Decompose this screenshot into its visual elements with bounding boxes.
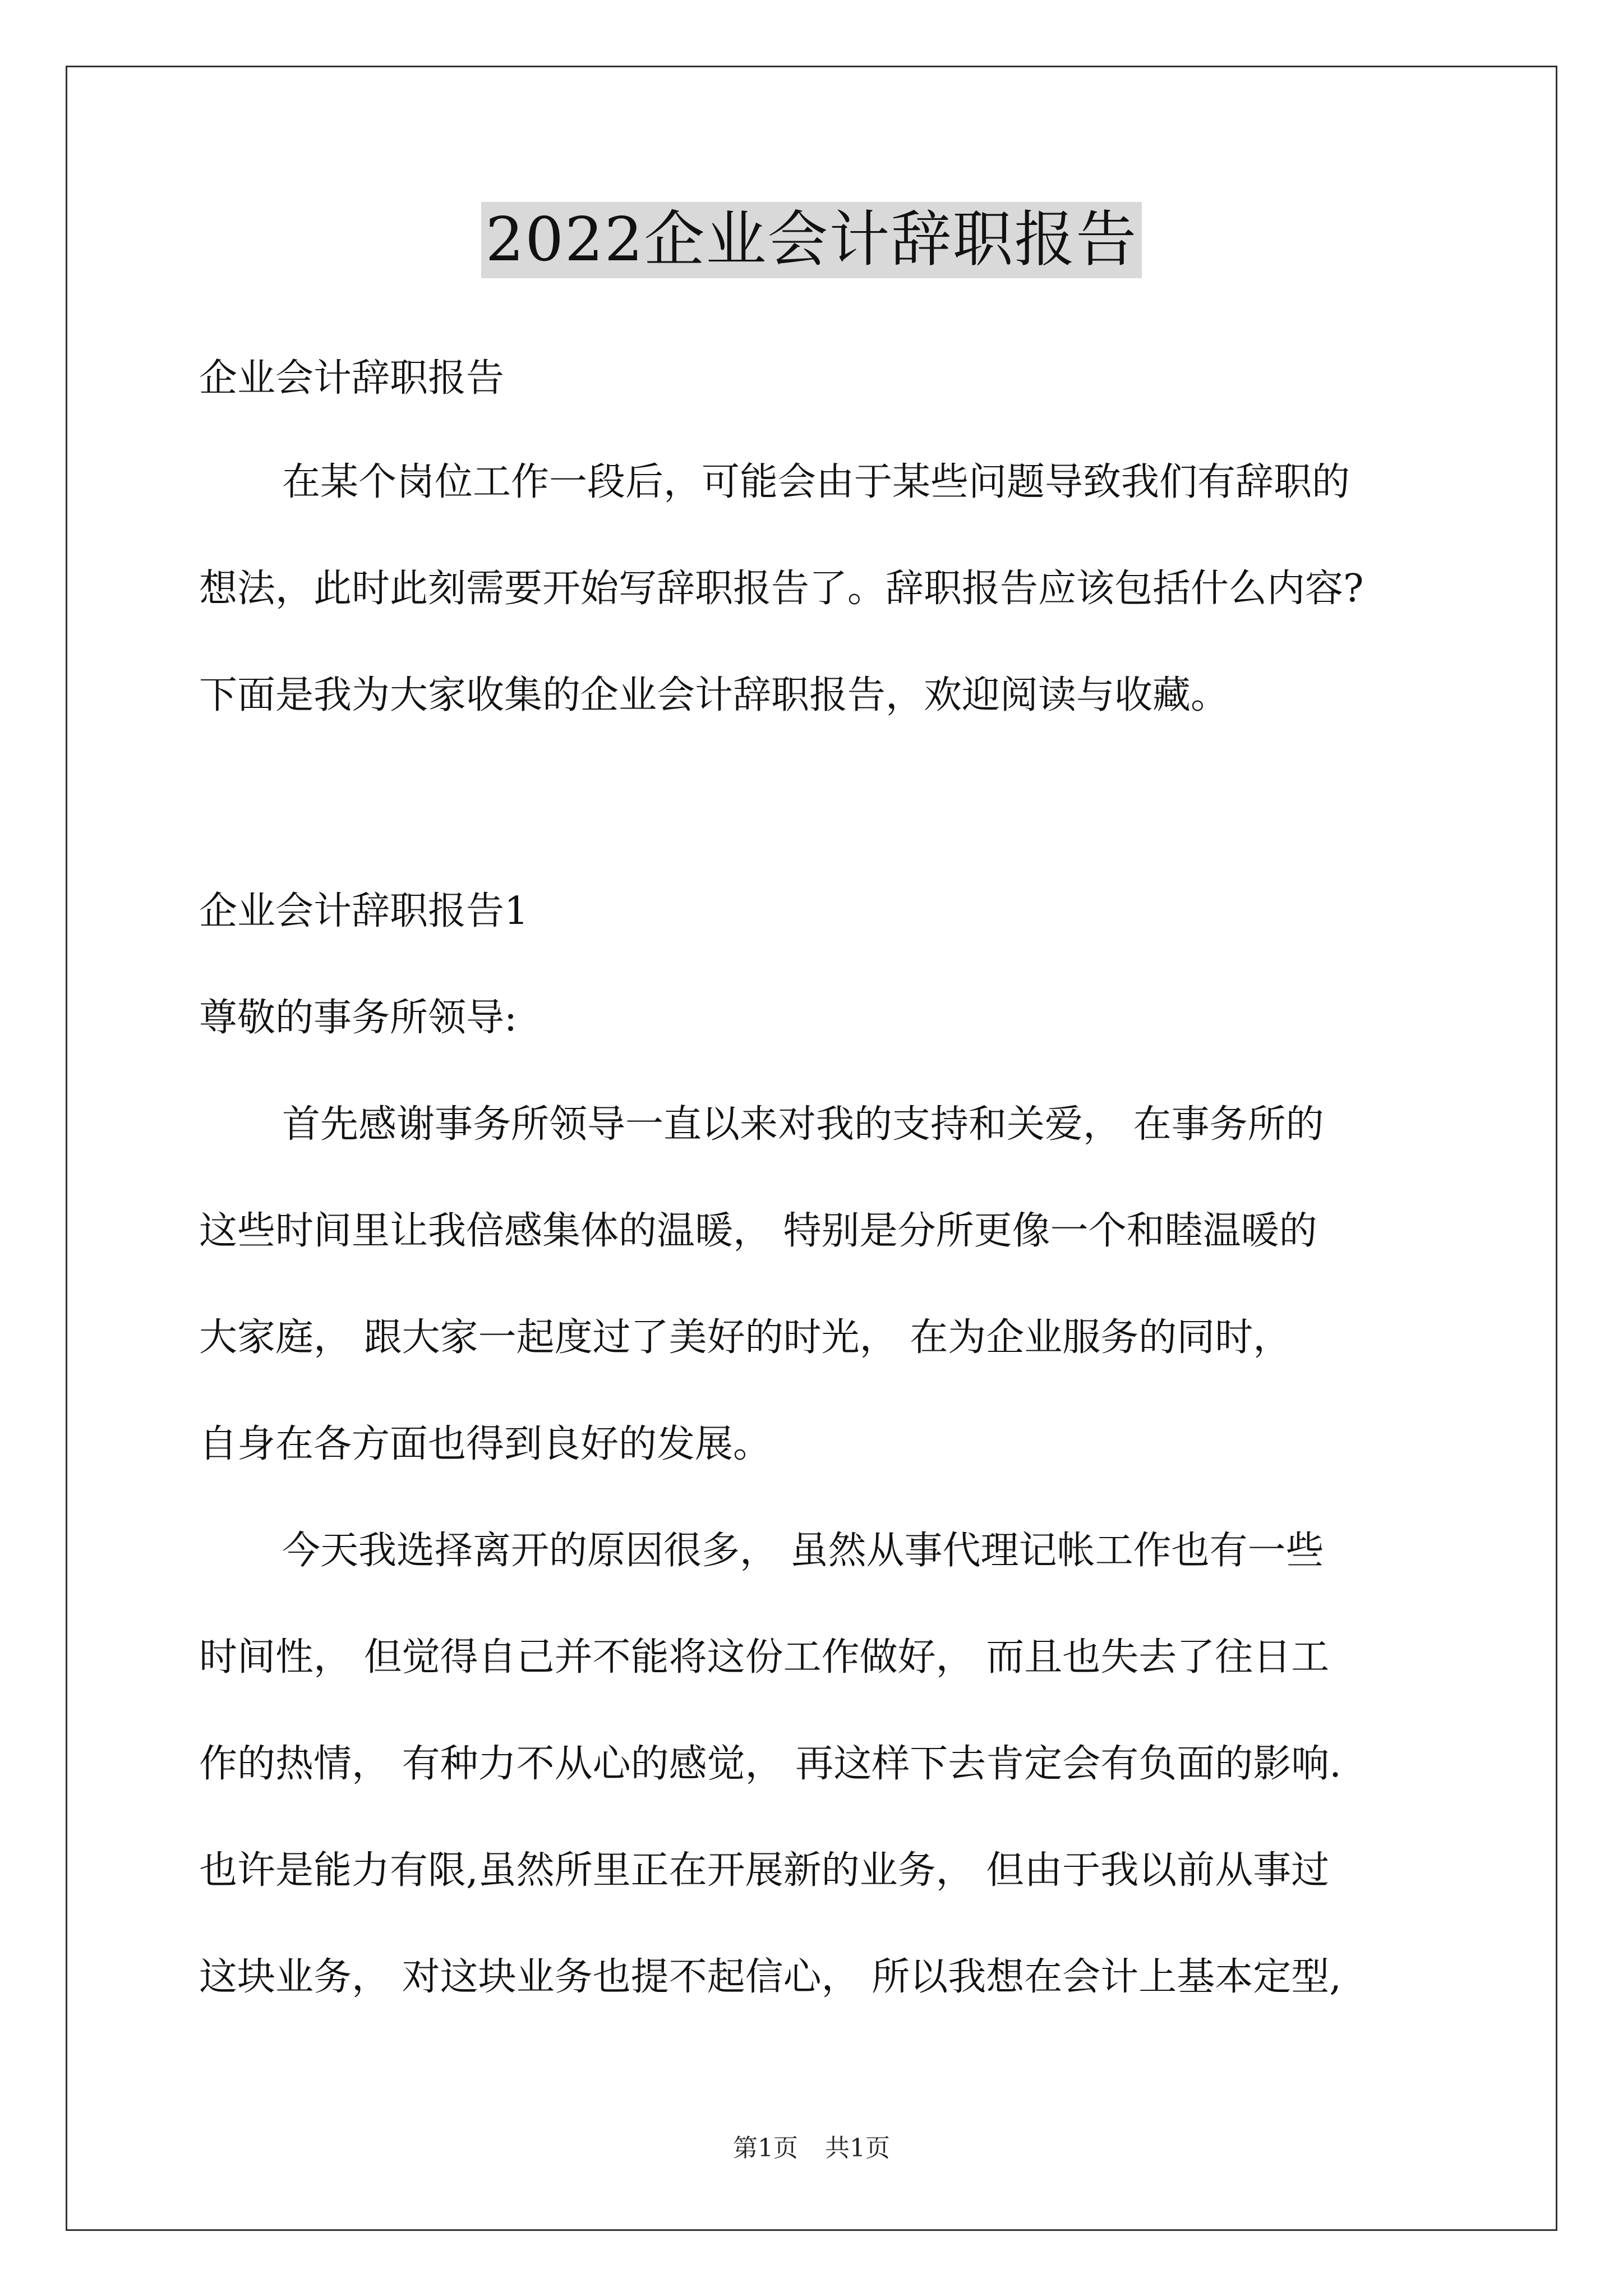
- paragraph-2-line-2: 时间性， 但觉得自己并不能将这份工作做好， 而且也失去了往日工: [199, 1635, 1330, 1680]
- title-container: [0, 202, 1623, 278]
- intro-line-1: 在某个岗位工作一段后，可能会由于某些问题导致我们有辞职的: [282, 460, 1350, 504]
- paragraph-2-line-5: 这块业务， 对这块业务也提不起信心， 所以我想在会计上基本定型,: [199, 1955, 1341, 1999]
- page-footer: [0, 2132, 1623, 2165]
- intro-line-3: 下面是我为大家收集的企业会计辞职报告，欢迎阅读与收藏。: [199, 673, 1229, 717]
- page-number: 第1页: [733, 2134, 798, 2162]
- paragraph-2-line-3: 作的热情， 有种力不从心的感觉， 再这样下去肯定会有负面的影响.: [199, 1742, 1341, 1786]
- intro-line-2: 想法，此时此刻需要开始写辞职报告了。辞职报告应该包括什么内容?: [199, 567, 1364, 611]
- paragraph-2-line-1: 今天我选择离开的原因很多， 虽然从事代理记帐工作也有一些: [282, 1529, 1324, 1573]
- salutation: 尊敬的事务所领导:: [199, 996, 517, 1040]
- paragraph-1-line-4: 自身在各方面也得到良好的发展。: [199, 1422, 772, 1466]
- section-heading: 企业会计辞职报告1: [199, 889, 529, 933]
- page-total: 共1页: [825, 2134, 890, 2162]
- paragraph-1-line-1: 首先感谢事务所领导一直以来对我的支持和关爱， 在事务所的: [282, 1102, 1324, 1147]
- paragraph-2-line-4: 也许是能力有限,虽然所里正在开展新的业务， 但由于我以前从事过: [199, 1848, 1330, 1893]
- subtitle: 企业会计辞职报告: [199, 356, 505, 401]
- paragraph-1-line-2: 这些时间里让我倍感集体的温暖， 特别是分所更像一个和睦温暖的: [199, 1209, 1317, 1253]
- paragraph-1-line-3: 大家庭， 跟大家一起度过了美好的时光， 在为企业服务的同时，: [199, 1315, 1292, 1360]
- document-title: 2022企业会计辞职报告: [481, 202, 1142, 278]
